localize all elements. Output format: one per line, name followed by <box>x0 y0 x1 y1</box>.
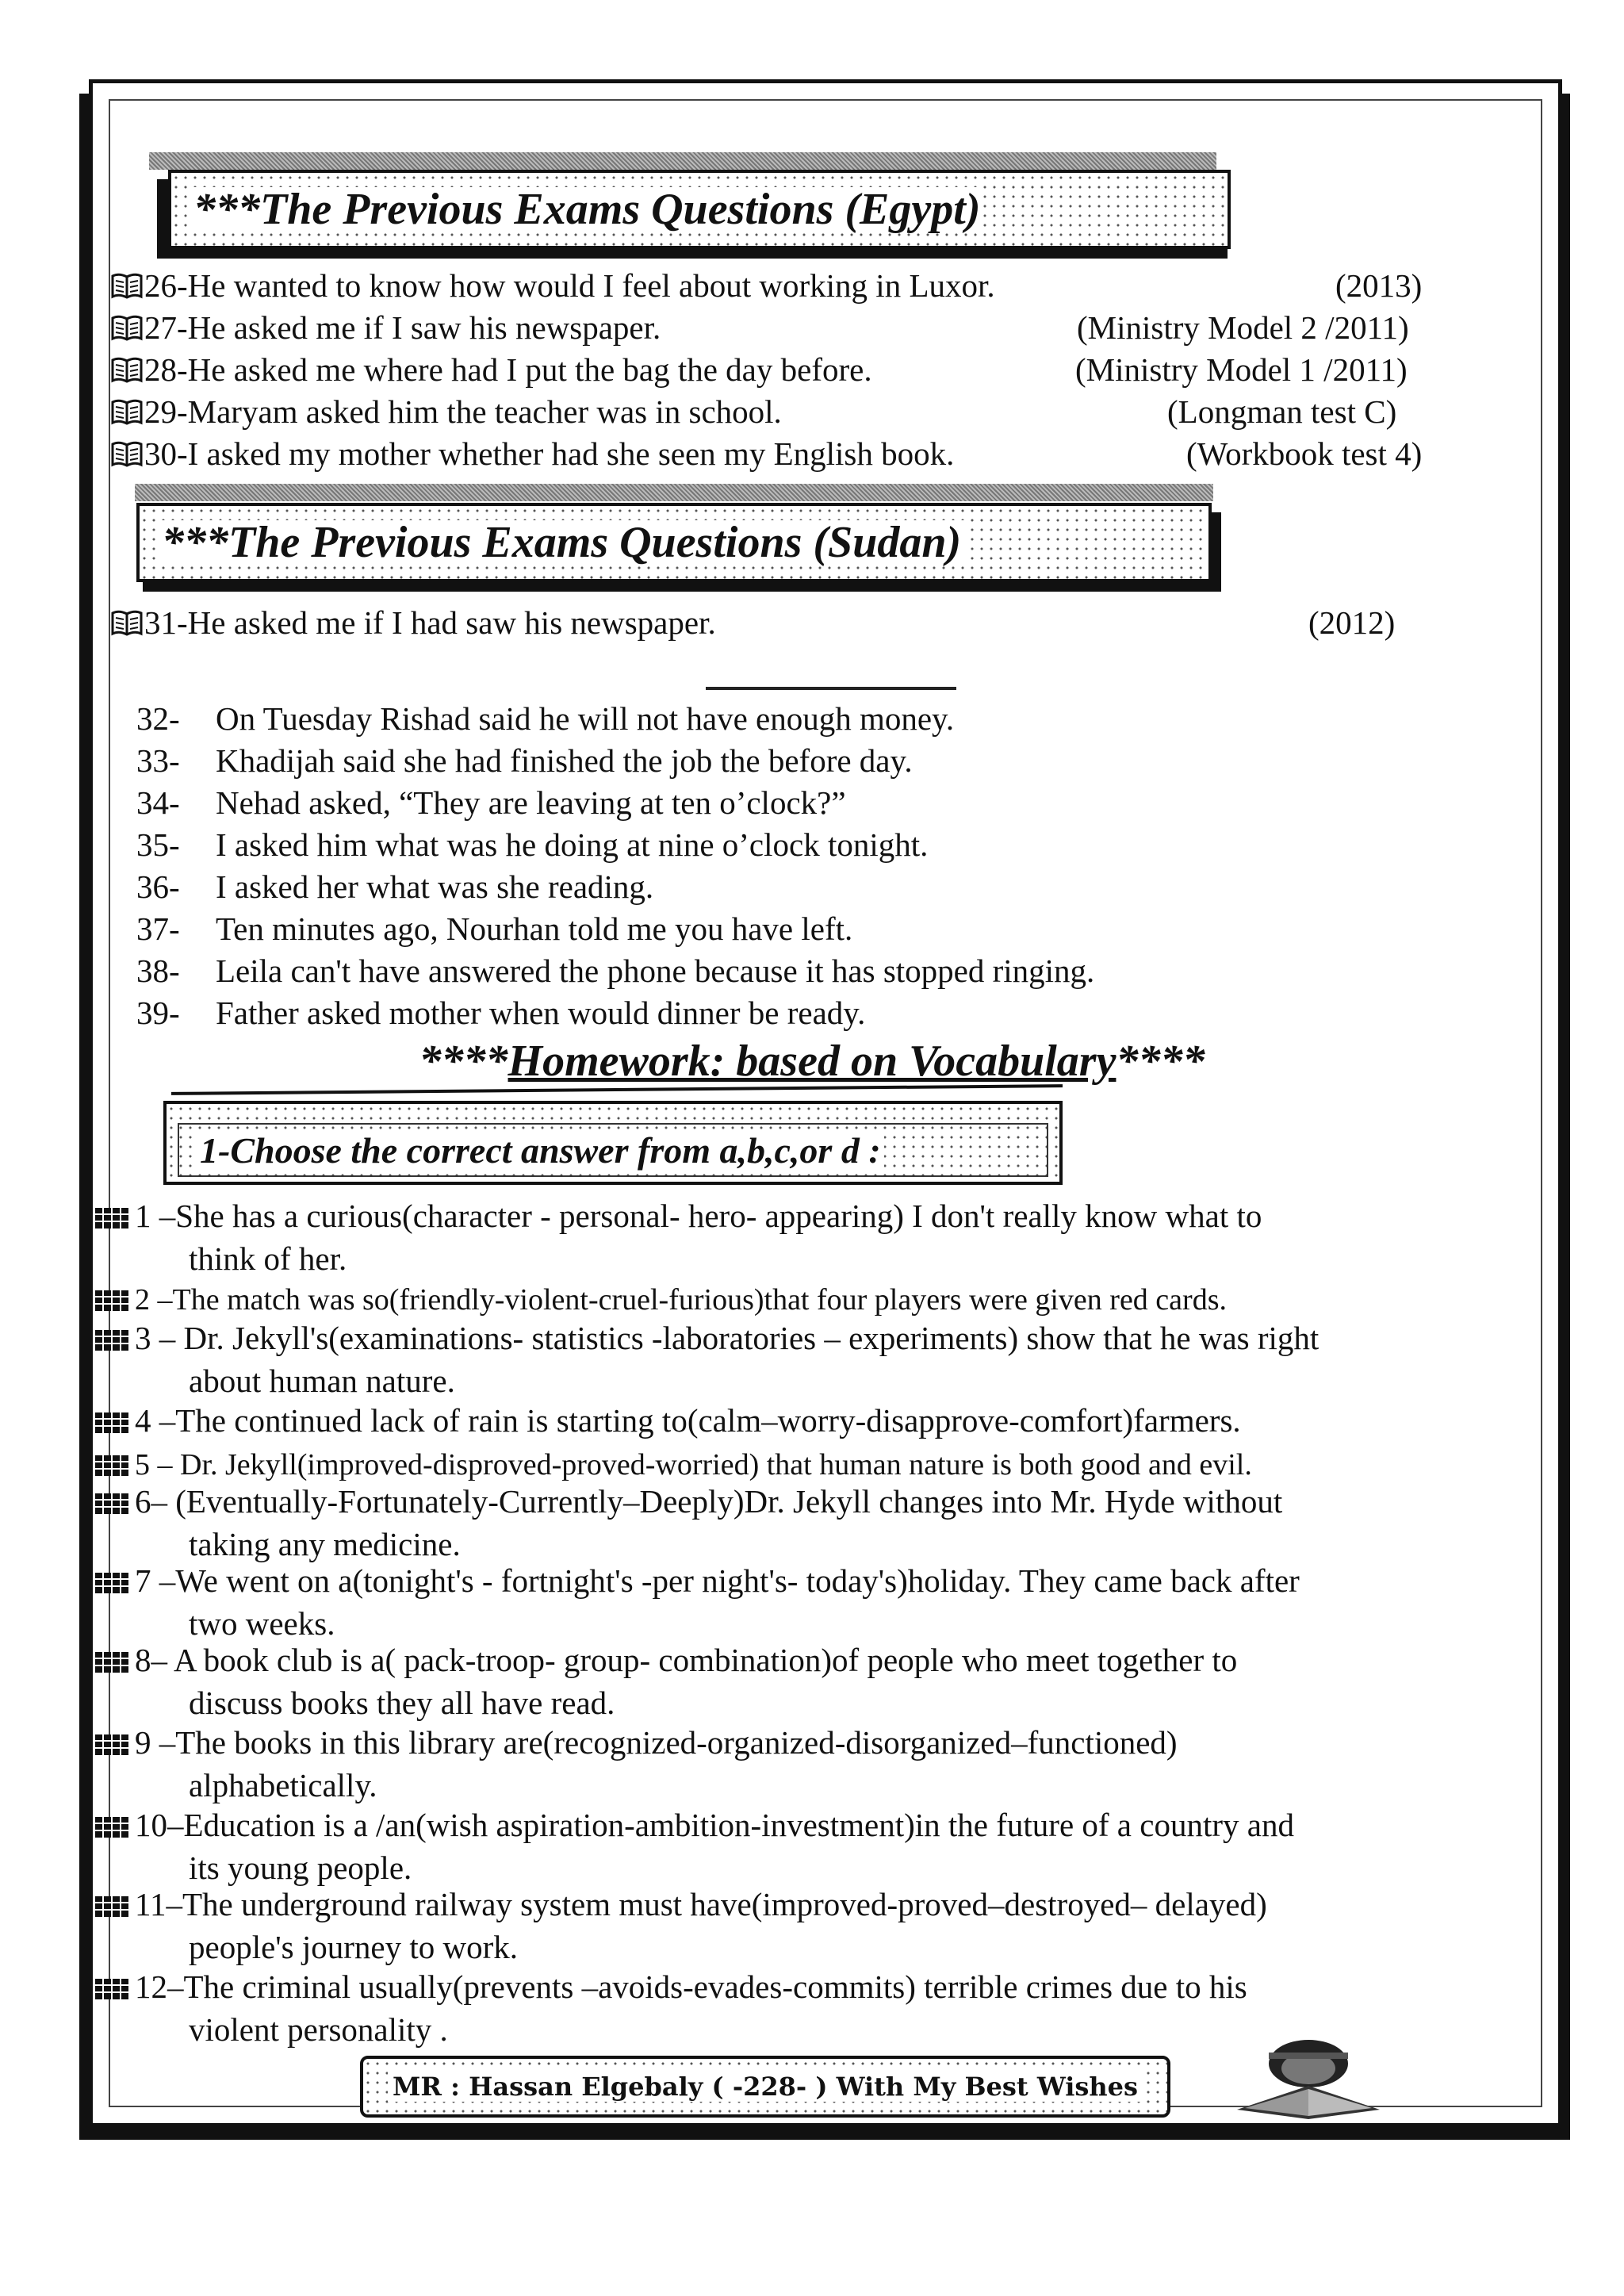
vocab-item-12: 12–The criminal usually(prevents –avoids-evades-commits) terrible crimes due to his violent personality . <box>94 1967 1513 2049</box>
question-27-source: (Ministry Model 2 /2011) <box>1077 309 1409 346</box>
question-text: 30-I asked my mother whether had she seen my English book. <box>144 435 955 472</box>
vocab-item-1: 1 –She has a curious(character - personal- hero- appearing) I don't really know what to think of her. <box>94 1196 1513 1278</box>
open-book-icon <box>111 315 143 347</box>
vocab-item-6: 6– (Eventually-Fortunately-Currently–Deeply)Dr. Jekyll changes into Mr. Hyde without taking any medicine. <box>94 1481 1513 1564</box>
sentence-36: 36- I asked her what was she reading. <box>136 868 654 905</box>
grid-book-icon <box>94 1643 130 1683</box>
vocab-item-11: 11–The underground railway system must have(improved-proved–destroyed– delayed) people's journey to work. <box>94 1884 1513 1967</box>
question-30-source: (Workbook test 4) <box>1186 435 1423 472</box>
egypt-header-title: ***The Previous Exams Questions (Egypt) <box>190 187 983 232</box>
reading-figure-logo <box>1221 2030 1396 2129</box>
question-30 <box>111 435 955 473</box>
sudan-header-title: ***The Previous Exams Questions (Sudan) <box>159 520 964 565</box>
vocab-item-10: 10–Education is a /an(wish aspiration-ambition-investment)in the future of a country and its young people. <box>94 1805 1513 1888</box>
sentence-37: 37- Ten minutes ago, Nourhan told me you have left. <box>136 910 853 947</box>
grid-book-icon <box>94 1447 130 1486</box>
grid-book-icon <box>94 1282 130 1321</box>
question-27 <box>111 309 661 347</box>
open-book-icon <box>111 399 143 431</box>
vocab-item-9: 9 –The books in this library are(recognized-organized-disorganized–functioned) alphabetically. <box>94 1723 1513 1805</box>
question-31 <box>111 604 716 642</box>
question-text: 29-Maryam asked him the teacher was in school. <box>144 393 782 430</box>
open-book-icon <box>111 273 143 305</box>
vocab-item-2: 2 –The match was so(friendly-violent-cruel-furious)that four players were given red cards. <box>94 1278 1513 1321</box>
footer-box <box>360 2056 1170 2118</box>
question-31-source: (2012) <box>1308 604 1396 641</box>
sudan-header-band <box>135 484 1213 501</box>
vocab-item-3: 3 – Dr. Jekyll's(examinations- statistics -laboratories – experiments) show that he was right about human nature. <box>94 1318 1513 1401</box>
instruction-title: 1-Choose the correct answer from a,b,c,or d : <box>197 1129 884 1171</box>
sentence-35: 35- I asked him what was he doing at nine o’clock tonight. <box>136 826 929 863</box>
grid-book-icon <box>94 1564 130 1604</box>
grid-book-icon <box>94 1888 130 1927</box>
vocab-item-8: 8– A book club is a( pack-troop- group- combination)of people who meet together to discuss books they all have read. <box>94 1640 1513 1723</box>
vocab-item-4: 4 –The continued lack of rain is starting to(calm–worry-disapprove-comfort)farmers. <box>94 1401 1513 1443</box>
sentence-34: 34- Nehad asked, “They are leaving at ten o’clock?” <box>136 784 846 821</box>
sentence-32: 32- On Tuesday Rishad said he will not have enough money. <box>136 700 955 737</box>
grid-book-icon <box>94 1199 130 1239</box>
question-text: 26-He wanted to know how would I feel about working in Luxor. <box>144 267 995 304</box>
sudan-header <box>136 503 1212 582</box>
vocab-item-7: 7 –We went on a(tonight's - fortnight's -per night's- today's)holiday. They came back after two weeks. <box>94 1561 1513 1643</box>
open-book-icon <box>111 610 143 642</box>
question-29-source: (Longman test C) <box>1167 393 1397 430</box>
question-28-source: (Ministry Model 1 /2011) <box>1075 351 1408 388</box>
grid-book-icon <box>94 1321 130 1361</box>
question-text: 27-He asked me if I saw his newspaper. <box>144 309 661 346</box>
grid-book-icon <box>94 1726 130 1765</box>
vocab-item-5: 5 – Dr. Jekyll(improved-disproved-proved-worried) that human nature is both good and evil. <box>94 1443 1513 1486</box>
question-text: 28-He asked me where had I put the bag the day before. <box>144 351 872 388</box>
instruction-box <box>163 1101 1063 1185</box>
grid-book-icon <box>94 1808 130 1848</box>
open-book-icon <box>111 441 143 473</box>
open-book-icon <box>111 357 143 389</box>
homework-title: ****Homework: based on Vocabulary**** <box>419 1037 1205 1086</box>
grid-book-icon <box>94 1485 130 1524</box>
question-29 <box>111 393 782 431</box>
footer-text: MR : Hassan Elgebaly ( -228- ) With My Best Wishes <box>388 2072 1143 2102</box>
grid-book-icon <box>94 1404 130 1443</box>
egypt-header <box>168 170 1231 249</box>
question-26-source: (2013) <box>1335 267 1423 304</box>
sentence-33: 33- Khadijah said she had finished the job the before day. <box>136 742 913 779</box>
question-text: 31-He asked me if I had saw his newspaper. <box>144 604 716 641</box>
divider-line <box>706 687 956 690</box>
question-26 <box>111 267 995 305</box>
instruction-inner <box>178 1123 1048 1177</box>
sentence-39: 39- Father asked mother when would dinner be ready. <box>136 995 866 1031</box>
question-28 <box>111 351 872 389</box>
sentence-38: 38- Leila can't have answered the phone because it has stopped ringing. <box>136 953 1095 989</box>
grid-book-icon <box>94 1970 130 2010</box>
egypt-header-band <box>149 152 1216 170</box>
